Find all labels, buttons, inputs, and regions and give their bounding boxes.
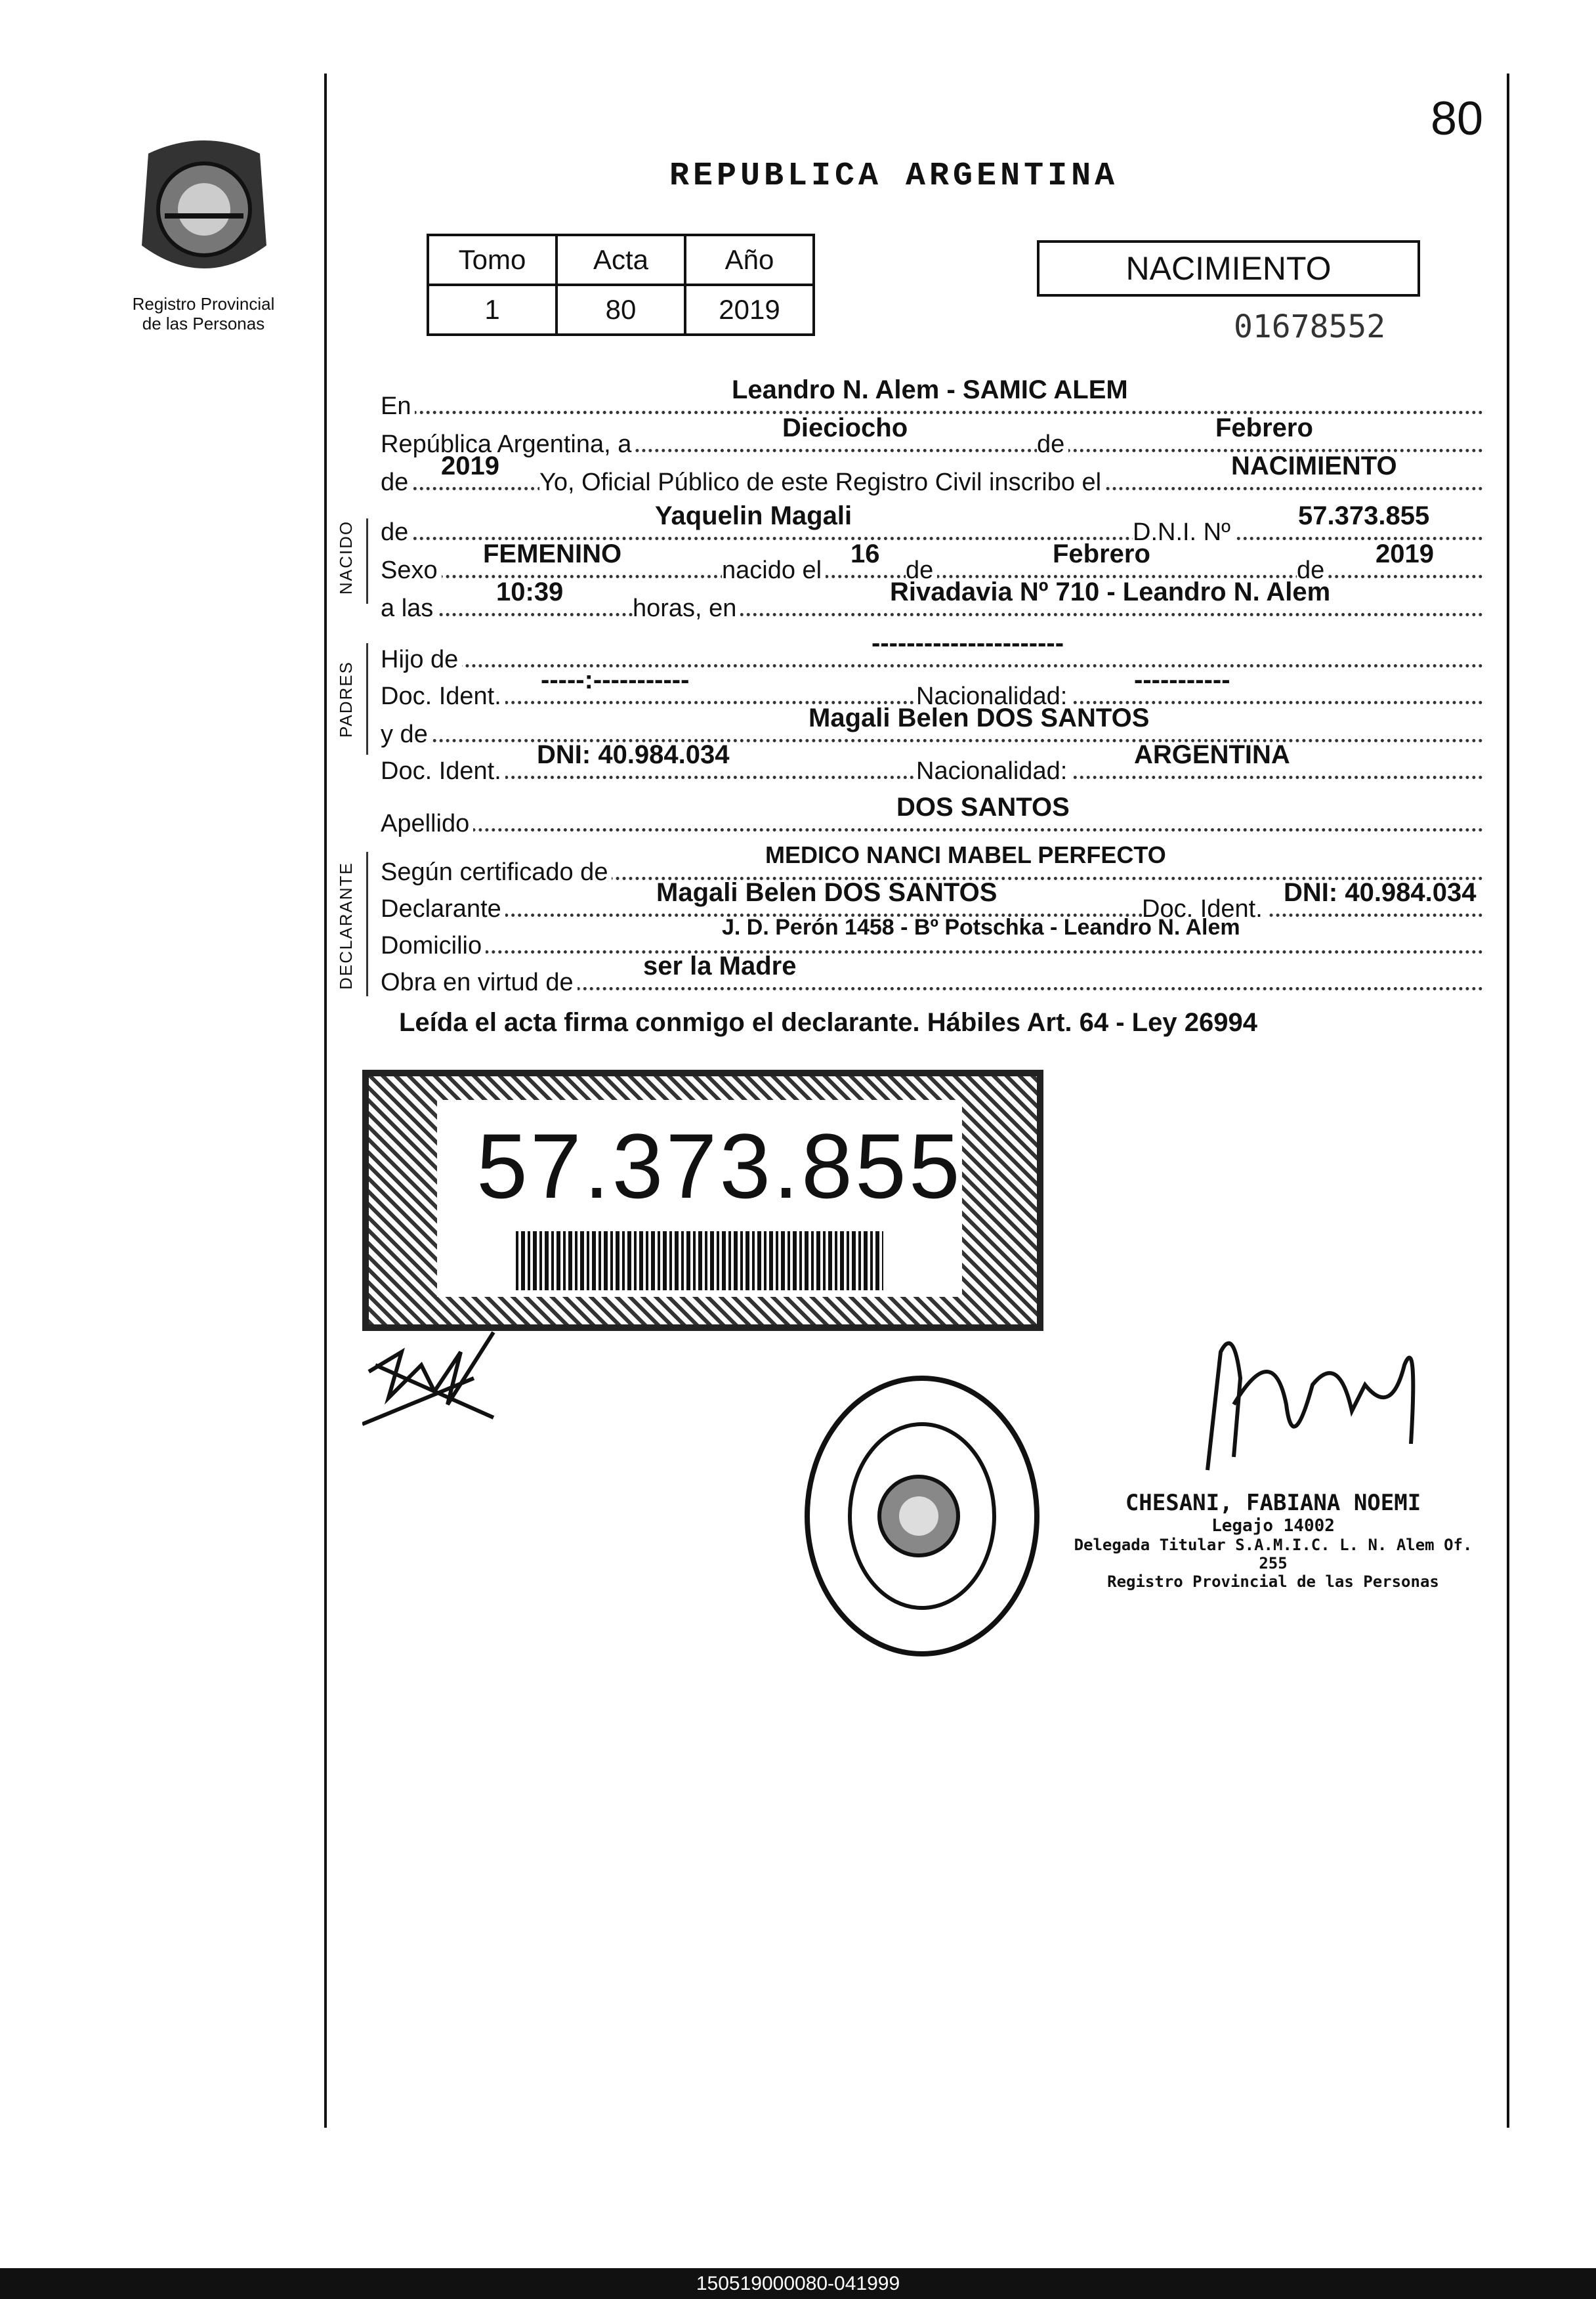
inscribo-value: NACIMIENTO (1231, 452, 1397, 480)
child-name: Yaquelin Magali (655, 501, 852, 530)
section-bracket-padres (366, 643, 368, 755)
father-doc: -----:----------- (541, 665, 690, 694)
barcode (516, 1231, 883, 1290)
right-margin-line (1507, 74, 1509, 2128)
side-label-nacido: NACIDO (336, 520, 356, 595)
row-domicilio: Domicilio J. D. Perón 1458 - Bº Potschka - Leandro N. Alem (381, 927, 1483, 963)
reference-table (427, 234, 815, 336)
officer-legajo: Legajo 14002 (1211, 1516, 1335, 1536)
birth-month: Febrero (1053, 539, 1150, 568)
row-certificado: Según certificado de MEDICO NANCI MABEL PERFECTO (381, 853, 1483, 890)
registry-caption: Registro Provincial de las Personas (132, 294, 275, 333)
registry-place: Leandro N. Alem - SAMIC ALEM (732, 375, 1128, 404)
officer-role: Delegada Titular S.A.M.I.C. L. N. Alem Of. 255 (1074, 1536, 1473, 1572)
birth-place: Rivadavia Nº 710 - Leandro N. Alem (890, 578, 1331, 606)
closing-statement: Leída el acta firma conmigo el declarante. Hábiles Art. 64 - Ley 26994 (399, 1008, 1257, 1037)
section-bracket-declarante (366, 852, 368, 996)
document-title: REPUBLICA ARGENTINA (669, 158, 1119, 195)
father-nationality: ----------- (1134, 665, 1230, 694)
month-value: Febrero (1215, 413, 1313, 442)
act-type-box: NACIMIENTO (1037, 240, 1420, 297)
officer-name: CHESANI, FABIANA NOEMI (1125, 1490, 1421, 1516)
year-value: 2019 (441, 452, 499, 480)
row-doc-padre: Doc. Ident. -----:----------- Nacionalidad: ----------- (381, 677, 1483, 714)
row-fecha: República Argentina, a Dieciocho de Febrero (381, 425, 1483, 462)
surname-value: DOS SANTOS (896, 793, 1070, 822)
side-label-declarante: DECLARANTE (336, 862, 356, 990)
registry-round-stamp (801, 1372, 1043, 1664)
footer-code: 150519000080-041999 (0, 2268, 1596, 2299)
row-en: En Leandro N. Alem - SAMIC ALEM (381, 387, 1483, 424)
row-inscribo: de 2019 Yo, Oficial Público de este Registro Civil inscribo el NACIMIENTO (381, 463, 1483, 500)
mother-doc: DNI: 40.984.034 (537, 740, 730, 769)
anio-header: Año (685, 235, 814, 285)
address-value: J. D. Perón 1458 - Bº Potschka - Leandro N. Alem (722, 915, 1240, 940)
row-nombre: de Yaquelin Magali D.N.I. Nº 57.373.855 (381, 513, 1483, 550)
officer-registry: Registro Provincial de las Personas (1107, 1572, 1439, 1591)
row-declarante: Declarante Magali Belen DOS SANTOS Doc. Ident. DNI: 40.984.034 (381, 890, 1483, 927)
acta-header: Acta (556, 235, 685, 285)
row-apellido: Apellido DOS SANTOS (381, 805, 1483, 841)
tomo-header: Tomo (428, 235, 556, 285)
section-bracket-nacido (366, 518, 368, 604)
provincial-seal-logo (129, 134, 280, 295)
day-value: Dieciocho (782, 413, 908, 442)
row-hijo: Hijo de ---------------------- (381, 641, 1483, 677)
id-stamp-number: 57.373.855 (476, 1114, 963, 1217)
certificate-value: MEDICO NANCI MABEL PERFECTO (765, 841, 1166, 868)
declarant-doc: DNI: 40.984.034 (1284, 878, 1477, 907)
officer-signature (1194, 1326, 1444, 1487)
birth-year: 2019 (1376, 539, 1434, 568)
row-obra: Obra en virtud de ser la Madre (381, 963, 1483, 1000)
father-name: ---------------------- (872, 629, 1064, 658)
row-sexo: Sexo FEMENINO nacido el 16 de Febrero de 2019 (381, 551, 1483, 588)
side-label-padres: PADRES (336, 661, 356, 738)
declarant-name: Magali Belen DOS SANTOS (656, 878, 998, 907)
row-doc-madre: Doc. Ident. DNI: 40.984.034 Nacionalidad: ARGENTINA (381, 752, 1483, 789)
page-number: 80 (1431, 93, 1484, 145)
mother-name: Magali Belen DOS SANTOS (808, 704, 1150, 732)
officer-stamp (1063, 1490, 1483, 1591)
row-madre: y de Magali Belen DOS SANTOS (381, 715, 1483, 752)
serial-number: 01678552 (1234, 308, 1386, 345)
id-number-stamp (362, 1070, 1043, 1331)
acta-value: 80 (556, 285, 685, 335)
declarant-signature (362, 1326, 520, 1434)
row-hora: a las 10:39 horas, en Rivadavia Nº 710 - Leandro N. Alem (381, 589, 1483, 626)
anio-value: 2019 (685, 285, 814, 335)
child-dni: 57.373.855 (1298, 501, 1430, 530)
birth-day: 16 (850, 539, 880, 568)
left-margin-line (324, 74, 327, 2128)
birth-hour: 10:39 (496, 578, 564, 606)
role-value: ser la Madre (643, 952, 797, 981)
tomo-value: 1 (428, 285, 556, 335)
sexo-value: FEMENINO (483, 539, 622, 568)
mother-nationality: ARGENTINA (1134, 740, 1290, 769)
